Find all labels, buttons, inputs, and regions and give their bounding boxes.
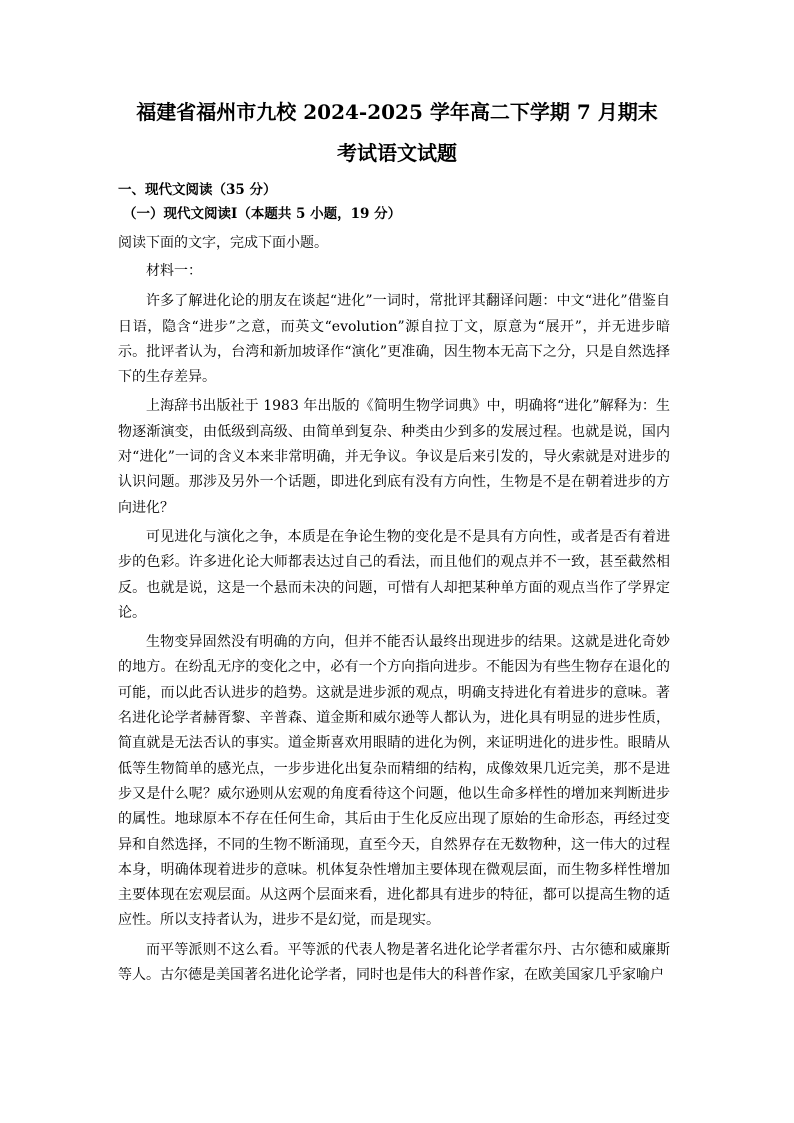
paragraph-1: 许多了解进化论的朋友在谈起“进化”一词时，常批评其翻译问题：中文“进化”借鉴自日语，隐含“进步”之意，而英文“evolution”源自拉丁文，原意为“展开”，并无进步暗示。批评者认为，台湾和新加坡译作“演化”更准确，因生物本无高下之分，只是自然选择下的生存差异。 — [118, 293, 670, 386]
subsection-heading: （一）现代文阅读Ⅰ（本题共 5 小题，19 分） — [123, 206, 402, 222]
material-label: 材料一： — [146, 263, 202, 279]
paragraph-5: 而平等派则不这么看。平等派的代表人物是著名进化论学者霍尔丹、古尔德和威廉斯等人。古尔德是美国著名进化论学者，同时也是伟大的科普作家，在欧美国家几乎家喻户 — [118, 941, 670, 984]
paragraph-2: 上海辞书出版社于 1983 年出版的《简明生物学词典》中，明确将“进化”解释为：生物逐渐演变，由低级到高级、由简单到复杂、种类由少到多的发展过程。也就是说，国内对“进化”一词的含义本来非常明确，并无争议。争议是后来引发的，导火索就是对进步的认识问题。那涉及另外一个话题，即进化到底有没有方向性，生物是不是在朝着进步的方向进化？ — [118, 398, 670, 516]
paragraph-3: 可见进化与演化之争，本质是在争论生物的变化是不是具有方向性，或者是否有着进步的色彩。许多进化论大师都表达过自己的看法，而且他们的观点并不一致，甚至截然相反。也就是说，这是一个悬而未决的问题，可惜有人却把某种单方面的观点当作了学界定论。 — [118, 528, 670, 621]
document-title-line-1: 福建省福州市九校 2024-2025 学年高二下学期 7 月期末 — [136, 100, 658, 124]
section-heading: 一、现代文阅读（35 分） — [118, 182, 277, 198]
reading-passage — [118, 259, 670, 992]
reading-instruction: 阅读下面的文字，完成下面小题。 — [118, 235, 328, 251]
document-title-line-2: 考试语文试题 — [337, 141, 457, 165]
paragraph-4: 生物变异固然没有明确的方向，但并不能否认最终出现进步的结果。这就是进化奇妙的地方。在纷乱无序的变化之中，必有一个方向指向进步。不能因为有些生物存在退化的可能，而以此否认进步的趋势。这就是进步派的观点，明确支持进化有着进步的意味。著名进化论学者赫胥黎、辛普森、道金斯和威尔逊等人都认为，进化具有明显的进步性质，简直就是无法否认的事实。道金斯喜欢用眼睛的进化为例，来证明进化的进步性。眼睛从低等生物简单的感光点，一步步进化出复杂而精细的结构，成像效果几近完美，那不是进步又是什么呢？威尔逊则从宏观的角度看待这个问题，他以生命多样性的增加来判断进步的属性。地球原本不存在任何生命，其后由于生化反应出现了原始的生命形态，再经过变异和自然选择，不同的生物不断涌现，直至今天，自然界存在无数物种，这一伟大的过程本身，明确体现着进步的意味。机体复杂性增加主要体现在微观层面，而生物多样性增加主要体现在宏观层面。从这两个层面来看，进化都具有进步的特征，都可以提高生物的适应性。所以支持者认为，进步不是幻觉，而是现实。 — [118, 634, 670, 929]
